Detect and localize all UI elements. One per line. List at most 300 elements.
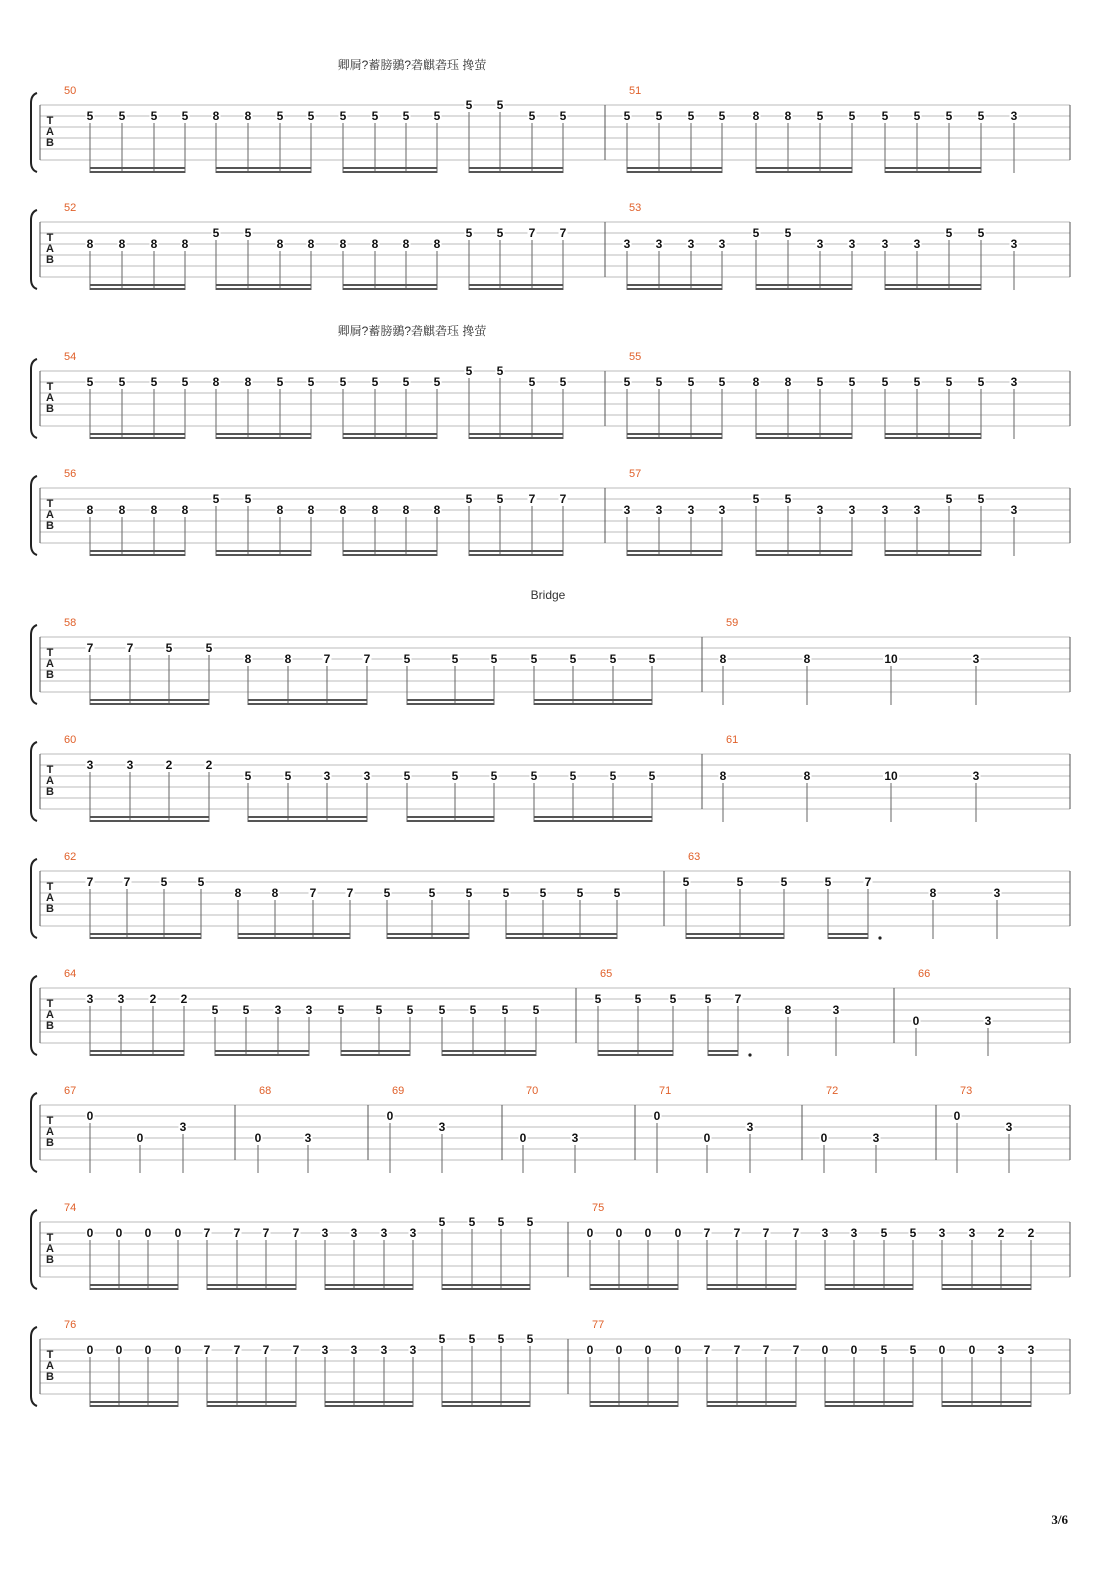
beam [469, 288, 563, 290]
fret-number: 3 [938, 1226, 946, 1240]
fret-number: 8 [402, 503, 410, 517]
beam [627, 554, 722, 556]
tab-clef-letter: T [46, 232, 54, 244]
fret-number: 3 [1010, 109, 1018, 123]
tab-clef-letter: T [46, 647, 54, 659]
fret-number: 5 [613, 886, 621, 900]
fret-number: 7 [733, 1343, 741, 1357]
fret-number: 5 [909, 1343, 917, 1357]
beam [885, 284, 981, 286]
fret-number: 8 [929, 886, 937, 900]
system-bracket [31, 93, 37, 172]
fret-number: 5 [848, 375, 856, 389]
fret-number: 7 [323, 652, 331, 666]
beam [90, 550, 185, 552]
fret-number: 0 [653, 1109, 661, 1123]
beam [90, 167, 185, 169]
fret-number: 5 [736, 875, 744, 889]
fret-number: 5 [181, 375, 189, 389]
beam [590, 1405, 678, 1407]
fret-number: 5 [945, 109, 953, 123]
tab-clef-letter: T [46, 764, 54, 776]
fret-number: 5 [490, 769, 498, 783]
fret-number: 0 [115, 1343, 123, 1357]
fret-number: 10 [884, 652, 898, 666]
tab-clef-letter: T [46, 381, 54, 393]
fret-number: 3 [1010, 503, 1018, 517]
fret-number: 8 [86, 503, 94, 517]
measure-number: 50 [64, 85, 77, 97]
beam [825, 1401, 913, 1403]
fret-number: 5 [655, 375, 663, 389]
measure-number: 70 [526, 1085, 539, 1097]
tab-clef-letter: B [46, 786, 54, 798]
fret-number: 5 [945, 375, 953, 389]
fret-number: 5 [945, 492, 953, 506]
beam [216, 167, 311, 169]
beam [686, 933, 784, 935]
fret-number: 0 [674, 1226, 682, 1240]
fret-number: 7 [233, 1343, 241, 1357]
measure-number: 67 [64, 1085, 77, 1097]
fret-number: 8 [339, 503, 347, 517]
fret-number: 5 [497, 1215, 505, 1229]
fret-number: 5 [913, 375, 921, 389]
fret-number: 5 [160, 875, 168, 889]
beam [942, 1405, 1031, 1407]
fret-number: 2 [149, 992, 157, 1006]
fret-number: 5 [881, 375, 889, 389]
fret-number: 8 [284, 652, 292, 666]
fret-number: 0 [820, 1131, 828, 1145]
fret-number: 5 [337, 1003, 345, 1017]
beam [534, 699, 652, 701]
fret-number: 5 [718, 109, 726, 123]
tab-clef-letter: A [46, 392, 54, 404]
fret-number: 5 [526, 1332, 534, 1346]
beam [756, 288, 852, 290]
fret-number: 8 [307, 237, 315, 251]
fret-number: 2 [1027, 1226, 1035, 1240]
fret-number: 5 [559, 375, 567, 389]
fret-number: 3 [350, 1226, 358, 1240]
fret-number: 5 [780, 875, 788, 889]
tab-clef-letter: B [46, 903, 54, 915]
fret-number: 5 [655, 109, 663, 123]
beam [442, 1405, 530, 1407]
beam [325, 1288, 413, 1290]
system-bracket [31, 210, 37, 289]
fret-number: 3 [1010, 375, 1018, 389]
fret-number: 3 [816, 237, 824, 251]
fret-number: 5 [86, 375, 94, 389]
fret-number: 5 [468, 1215, 476, 1229]
fret-number: 3 [126, 758, 134, 772]
fret-number: 8 [181, 503, 189, 517]
fret-number: 3 [984, 1014, 992, 1028]
beam [885, 550, 981, 552]
beam [442, 1284, 530, 1286]
fret-number: 5 [433, 109, 441, 123]
fret-number: 0 [86, 1343, 94, 1357]
fret-number: 8 [150, 237, 158, 251]
fret-number: 3 [1005, 1120, 1013, 1134]
rhythm-dot [878, 936, 881, 939]
fret-number: 0 [615, 1226, 623, 1240]
fret-number: 3 [821, 1226, 829, 1240]
beam [707, 1401, 796, 1403]
beam [469, 167, 563, 169]
beam [469, 171, 563, 173]
beam [469, 284, 563, 286]
fret-number: 5 [490, 652, 498, 666]
measure-number: 60 [64, 734, 77, 746]
fret-number: 3 [687, 503, 695, 517]
beam [627, 550, 722, 552]
beam [343, 550, 437, 552]
tab-clef-letter: T [46, 1349, 54, 1361]
fret-number: 5 [165, 641, 173, 655]
fret-number: 0 [586, 1226, 594, 1240]
system-bracket [31, 476, 37, 555]
fret-number: 3 [274, 1003, 282, 1017]
tab-clef-letter: B [46, 403, 54, 415]
fret-number: 5 [977, 226, 985, 240]
beam [90, 699, 209, 701]
fret-number: 5 [402, 109, 410, 123]
fret-number: 7 [734, 992, 742, 1006]
tab-clef-letter: B [46, 137, 54, 149]
fret-number: 5 [465, 492, 473, 506]
beam [341, 1050, 410, 1052]
fret-number: 3 [972, 652, 980, 666]
beam [216, 171, 311, 173]
beam [248, 816, 367, 818]
beam [90, 1401, 178, 1403]
fret-number: 5 [150, 375, 158, 389]
bridge-label: Bridge [530, 588, 566, 602]
beam [534, 816, 652, 818]
fret-number: 5 [496, 98, 504, 112]
fret-number: 7 [733, 1226, 741, 1240]
fret-number: 5 [242, 1003, 250, 1017]
measure-number: 72 [826, 1085, 839, 1097]
beam [942, 1288, 1031, 1290]
fret-number: 7 [363, 652, 371, 666]
beam [598, 1054, 673, 1056]
tab-clef-letter: A [46, 1009, 54, 1021]
fret-number: 8 [86, 237, 94, 251]
fret-number: 5 [205, 641, 213, 655]
fret-number: 2 [180, 992, 188, 1006]
fret-number: 5 [371, 375, 379, 389]
fret-number: 5 [244, 769, 252, 783]
measure-number: 52 [64, 202, 77, 214]
fret-number: 0 [850, 1343, 858, 1357]
measure-number: 53 [629, 202, 642, 214]
fret-number: 5 [403, 769, 411, 783]
fret-number: 5 [539, 886, 547, 900]
tab-clef-letter: T [46, 1232, 54, 1244]
fret-number: 5 [816, 109, 824, 123]
beam [756, 171, 852, 173]
beam [534, 820, 652, 822]
beam [469, 554, 563, 556]
fret-number: 5 [212, 492, 220, 506]
fret-number: 7 [203, 1226, 211, 1240]
system-bracket [31, 976, 37, 1055]
beam-stub [828, 933, 834, 935]
beam [207, 1401, 296, 1403]
beam [598, 1050, 673, 1052]
beam-stub [708, 1050, 714, 1052]
beam [469, 550, 563, 552]
fret-number: 7 [864, 875, 872, 889]
fret-number: 8 [118, 237, 126, 251]
system-bracket [31, 859, 37, 938]
tab-clef-letter: T [46, 1115, 54, 1127]
fret-number: 5 [375, 1003, 383, 1017]
fret-number: 5 [211, 1003, 219, 1017]
fret-number: 3 [323, 769, 331, 783]
fret-number: 2 [205, 758, 213, 772]
rhythm-dot [748, 1053, 751, 1056]
beam [216, 554, 311, 556]
fret-number: 8 [784, 109, 792, 123]
measure-number: 77 [592, 1319, 605, 1331]
fret-number: 0 [86, 1109, 94, 1123]
fret-number: 5 [451, 652, 459, 666]
fret-number: 0 [144, 1343, 152, 1357]
fret-number: 5 [465, 886, 473, 900]
beam [248, 699, 367, 701]
fret-number: 5 [623, 375, 631, 389]
fret-number: 0 [703, 1131, 711, 1145]
tab-clef-letter: B [46, 669, 54, 681]
fret-number: 7 [86, 641, 94, 655]
fret-number: 5 [465, 226, 473, 240]
fret-number: 0 [821, 1343, 829, 1357]
fret-number: 5 [465, 364, 473, 378]
beam [248, 820, 367, 822]
fret-number: 7 [559, 226, 567, 240]
fret-number: 5 [118, 109, 126, 123]
fret-number: 3 [380, 1226, 388, 1240]
beam [215, 1054, 309, 1056]
fret-number: 0 [136, 1131, 144, 1145]
beam [407, 820, 494, 822]
fret-number: 3 [350, 1343, 358, 1357]
tab-clef-letter: T [46, 115, 54, 127]
fret-number: 8 [118, 503, 126, 517]
fret-number: 3 [86, 992, 94, 1006]
section-label: 卿屙?蓄膀鶸?砻麒砻珏 搀萤 [337, 58, 487, 72]
beam [215, 1050, 309, 1052]
fret-number: 3 [655, 237, 663, 251]
fret-number: 3 [687, 237, 695, 251]
system-bracket [31, 359, 37, 438]
fret-number: 2 [165, 758, 173, 772]
tab-clef-letter: A [46, 509, 54, 521]
fret-number: 3 [409, 1226, 417, 1240]
beam [216, 550, 311, 552]
fret-number: 8 [150, 503, 158, 517]
measure-number: 68 [259, 1085, 272, 1097]
beam [942, 1401, 1031, 1403]
fret-number: 8 [719, 769, 727, 783]
fret-number: 0 [386, 1109, 394, 1123]
fret-number: 3 [623, 503, 631, 517]
beam [90, 284, 185, 286]
beam [885, 288, 981, 290]
beam [216, 288, 311, 290]
fret-number: 5 [438, 1215, 446, 1229]
tab-clef-letter: B [46, 1254, 54, 1266]
fret-number: 3 [832, 1003, 840, 1017]
fret-number: 3 [305, 1003, 313, 1017]
fret-number: 3 [718, 503, 726, 517]
fret-number: 7 [262, 1226, 270, 1240]
fret-number: 5 [181, 109, 189, 123]
fret-number: 8 [803, 769, 811, 783]
fret-number: 0 [254, 1131, 262, 1145]
fret-number: 5 [752, 226, 760, 240]
beam [238, 937, 350, 939]
fret-number: 8 [433, 237, 441, 251]
beam [885, 437, 981, 439]
beam [756, 554, 852, 556]
fret-number: 5 [451, 769, 459, 783]
fret-number: 8 [784, 1003, 792, 1017]
fret-number: 5 [530, 769, 538, 783]
fret-number: 5 [276, 375, 284, 389]
tab-clef-letter: T [46, 998, 54, 1010]
fret-number: 7 [559, 492, 567, 506]
measure-number: 58 [64, 617, 77, 629]
beam [341, 1054, 410, 1056]
fret-number: 5 [496, 492, 504, 506]
tab-clef-letter: T [46, 881, 54, 893]
fret-number: 0 [586, 1343, 594, 1357]
beam [707, 1405, 796, 1407]
beam [708, 1054, 738, 1056]
fret-number: 3 [179, 1120, 187, 1134]
fret-number: 8 [371, 237, 379, 251]
fret-number: 5 [496, 226, 504, 240]
fret-number: 5 [244, 492, 252, 506]
fret-number: 0 [86, 1226, 94, 1240]
beam [506, 933, 617, 935]
fret-number: 3 [993, 886, 1001, 900]
system-bracket [31, 1210, 37, 1289]
fret-number: 8 [181, 237, 189, 251]
fret-number: 7 [292, 1343, 300, 1357]
beam [90, 433, 185, 435]
beam [442, 1288, 530, 1290]
beam [942, 1284, 1031, 1286]
measure-number: 65 [600, 968, 613, 980]
fret-number: 5 [244, 226, 252, 240]
measure-number: 71 [659, 1085, 672, 1097]
fret-number: 7 [203, 1343, 211, 1357]
system-bracket [31, 1093, 37, 1172]
fret-number: 5 [784, 492, 792, 506]
beam [90, 288, 185, 290]
fret-number: 0 [174, 1226, 182, 1240]
beam [627, 288, 722, 290]
measure-number: 69 [392, 1085, 405, 1097]
fret-number: 5 [752, 492, 760, 506]
beam [756, 284, 852, 286]
fret-number: 5 [197, 875, 205, 889]
fret-number: 5 [977, 492, 985, 506]
beam [828, 937, 868, 939]
fret-number: 5 [307, 375, 315, 389]
beam [442, 1050, 536, 1052]
fret-number: 5 [576, 886, 584, 900]
fret-number: 7 [123, 875, 131, 889]
beam [90, 1050, 184, 1052]
fret-number: 8 [212, 375, 220, 389]
fret-number: 5 [339, 375, 347, 389]
fret-number: 5 [530, 652, 538, 666]
measure-number: 62 [64, 851, 77, 863]
beam [707, 1284, 796, 1286]
fret-number: 3 [1027, 1343, 1035, 1357]
tab-clef-letter: A [46, 892, 54, 904]
beam [343, 284, 437, 286]
beam [207, 1284, 296, 1286]
fret-number: 5 [383, 886, 391, 900]
beam [590, 1401, 678, 1403]
fret-number: 3 [968, 1226, 976, 1240]
fret-number: 8 [276, 237, 284, 251]
system-bracket [31, 1327, 37, 1406]
fret-number: 5 [880, 1343, 888, 1357]
fret-number: 5 [532, 1003, 540, 1017]
fret-number: 5 [648, 769, 656, 783]
fret-number: 3 [623, 237, 631, 251]
beam [469, 433, 563, 435]
fret-number: 8 [307, 503, 315, 517]
fret-number: 3 [380, 1343, 388, 1357]
fret-number: 5 [909, 1226, 917, 1240]
beam [627, 437, 722, 439]
fret-number: 5 [465, 98, 473, 112]
tab-clef-letter: A [46, 658, 54, 670]
fret-number: 7 [86, 875, 94, 889]
fret-number: 5 [339, 109, 347, 123]
beam [207, 1288, 296, 1290]
beam [90, 816, 209, 818]
fret-number: 7 [792, 1343, 800, 1357]
tab-clef-letter: A [46, 775, 54, 787]
beam [407, 699, 494, 701]
tab-clef-letter: A [46, 1360, 54, 1372]
fret-number: 7 [528, 492, 536, 506]
tab-clef-letter: B [46, 254, 54, 266]
fret-number: 3 [363, 769, 371, 783]
fret-number: 7 [792, 1226, 800, 1240]
fret-number: 7 [703, 1343, 711, 1357]
fret-number: 5 [496, 364, 504, 378]
fret-number: 8 [433, 503, 441, 517]
measure-number: 76 [64, 1319, 77, 1331]
fret-number: 3 [304, 1131, 312, 1145]
beam [248, 703, 367, 705]
fret-number: 5 [212, 226, 220, 240]
page-number: 3/6 [1051, 1512, 1068, 1527]
